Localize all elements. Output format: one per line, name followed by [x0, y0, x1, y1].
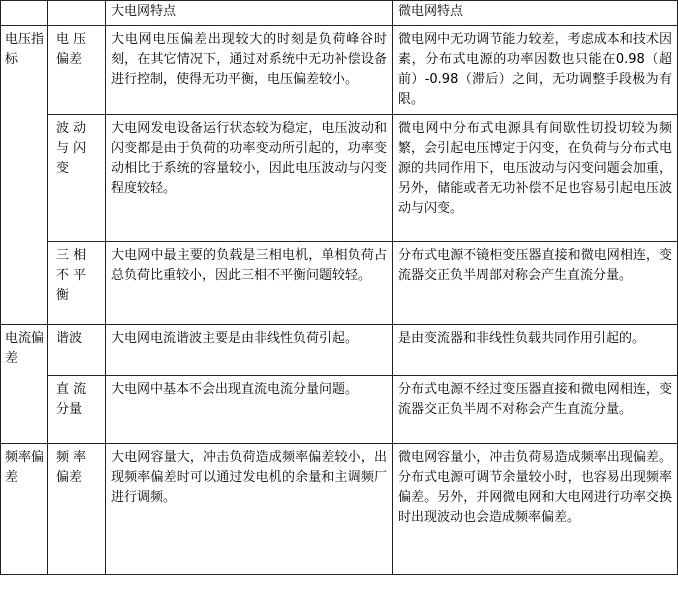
- big-grid-cell: 大电网发电设备运行状态较为稳定，电压波动和闪变都是由于负荷的功率变动所引起的，功率变动相比于系统的容量较小，因此电压波动与闪变程度较轻。: [106, 115, 393, 242]
- big-grid-cell: 大电网中最主要的负载是三相电机，单相负荷占总负荷比重较小，因此三相不平衡问题较轻。: [106, 242, 393, 325]
- table-row: [1, 444, 678, 575]
- micro-grid-cell: 分布式电源不经过变压器直接和微电网相连，变流器交正负半周不对称会产生直流分量。: [393, 376, 678, 444]
- header-row: [1, 1, 678, 26]
- big-grid-cell: 大电网电流谐波主要是由非线性负荷引起。: [106, 325, 393, 376]
- micro-grid-cell: 分布式电源不镜柜变压器直接和微电网相连，变流器交正负半周部对称会产生直流分量。: [393, 242, 678, 325]
- micro-grid-cell: 微电网中分布式电源具有间歇性切投切较为频繁，会引起电压博定于闪变，在负荷与分布式电源的共同作用下，电压波动与闪变问题会加重，另外，储能或者无功补偿不足也容易引起电压波动与闪变。: [393, 115, 678, 242]
- big-grid-cell: 大电网电压偏差出现较大的时刻是负荷峰谷时刻，在其它情况下，通过对系统中无功补偿设备进行控制，使得无功平衡，电压偏差较小。: [106, 26, 393, 115]
- header-corner-cell: [48, 1, 106, 26]
- table-row: [1, 376, 678, 444]
- category-frequency: 频率偏差: [1, 444, 48, 575]
- micro-grid-cell: 微电网中无功调节能力较差，考虑成本和技术因素，分布式电源的功率因数也只能在0.98（超前）-0.98（滞后）之间，无功调整手段极为有限。: [393, 26, 678, 115]
- sub-frequency-deviation: 频 率 偏差: [48, 444, 106, 575]
- micro-grid-cell: 微电网容量小，冲击负荷易造成频率出现偏差。分布式电源可调节余量较小时，也容易出现频率偏差。另外，并网微电网和大电网进行功率交换时出现波动也会造成频率偏差。: [393, 444, 678, 575]
- table-row: [1, 26, 678, 115]
- sub-dc-component: 直 流 分量: [48, 376, 106, 444]
- header-big-grid: 大电网特点: [106, 1, 393, 26]
- sub-harmonics: 谐波: [48, 325, 106, 376]
- sub-fluctuation-flicker: 波 动 与 闪 变: [48, 115, 106, 242]
- header-corner-cell: [1, 1, 48, 26]
- table-row: [1, 325, 678, 376]
- header-micro-grid: 微电网特点: [393, 1, 678, 26]
- big-grid-cell: 大电网中基本不会出现直流电流分量问题。: [106, 376, 393, 444]
- category-voltage: 电压指标: [1, 26, 48, 325]
- table-row: [1, 115, 678, 242]
- micro-grid-cell: 是由变流器和非线性负载共同作用引起的。: [393, 325, 678, 376]
- table-row: [1, 242, 678, 325]
- sub-voltage-deviation: 电 压 偏差: [48, 26, 106, 115]
- category-current: 电流偏差: [1, 325, 48, 444]
- sub-three-phase-imbalance: 三 相 不 平 衡: [48, 242, 106, 325]
- big-grid-cell: 大电网容量大，冲击负荷造成频率偏差较小，出现频率偏差时可以通过发电机的余量和主调频厂进行调频。: [106, 444, 393, 575]
